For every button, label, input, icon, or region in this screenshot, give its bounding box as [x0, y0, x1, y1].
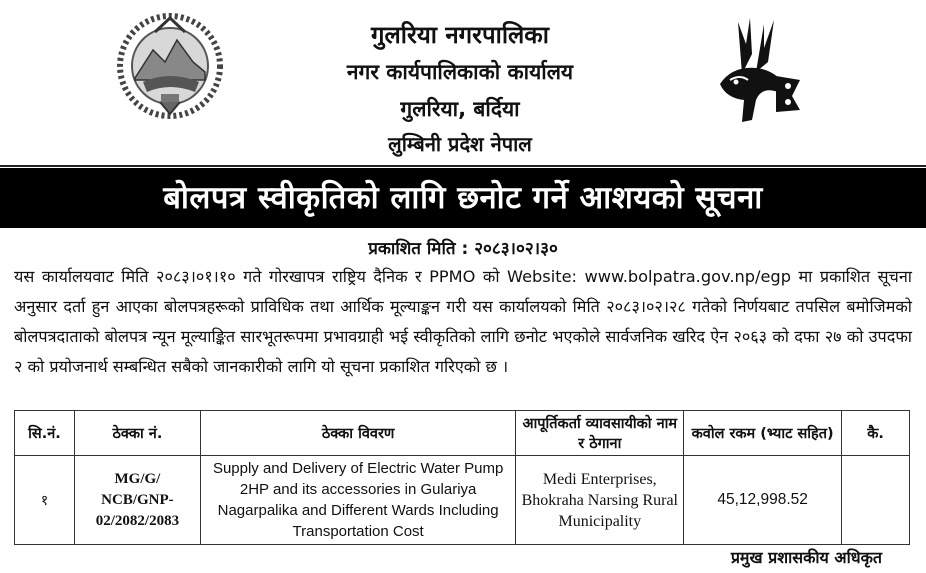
col-header-supplier: आपूर्तिकर्ता व्यावसायीको नाम र ठेगाना [516, 411, 684, 456]
tender-table [14, 410, 910, 545]
signatory-title: प्रमुख प्रशासकीय अधिकृत [730, 548, 882, 567]
publication-date: प्रकाशित मिति : २०८३।०२।३० [368, 239, 558, 259]
col-header-contract-no: ठेक्का नं. [74, 411, 200, 456]
notice-title: बोलपत्र स्वीकृतिको लागि छनोट गर्ने आशयको सूचना [0, 168, 926, 228]
letterhead [0, 0, 926, 167]
blackbuck-municipality-logo-icon [712, 14, 804, 126]
province-country: लुम्बिनी प्रदेश नेपाल [388, 132, 532, 156]
cell-remarks [842, 456, 910, 545]
nepal-government-emblem-icon [115, 10, 225, 122]
cell-serial: १ [15, 456, 75, 545]
cell-contract-no: MG/G/ NCB/GNP- 02/2082/2083 [74, 456, 200, 545]
office-location: गुलरिया, बर्दिया [400, 97, 520, 121]
municipality-name: गुलरिया नगरपालिका [371, 21, 549, 49]
col-header-remarks: कै. [842, 411, 910, 456]
table-header-row [15, 411, 910, 456]
col-header-description: ठेक्का विवरण [200, 411, 516, 456]
table-row [15, 456, 910, 545]
cell-description: Supply and Delivery of Electric Water Pump 2HP and its accessories in Gulariya Nagarpalika and Different Wards Including Transportation Cost [200, 456, 516, 545]
notice-body: यस कार्यालयवाट मिति २०८३।०१।१० गते गोरखापत्र राष्ट्रिय दैनिक र PPMO को Website: www.bolpatra.gov.np/egp मा प्रकाशित सूचना अनुसार दर्ता हुन आएका बोलपत्रहरूको प्राविधिक तथा आर्थिक मूल्याङ्कन गरी यस कार्यालयको मिति २०८३।०२।२८ गतेको निर्णयबाट तपसिल बमोजिमको बोलपत्रदाताको बोलपत्र न्यून मूल्याङ्कित सारभूतरूपमा प्रभावग्राही भई स्वीकृतिको लागि छनोट भएकोले सार्वजनिक खरिद ऐन २०६३ को दफा २७ को उपदफा २ को प्रयोजनार्थ सम्बन्धित सबैको जानकारीको लागि यो सूचना प्रकाशित गरिएको छ । [14, 267, 912, 376]
col-header-bid-amount: कवोल रकम (भ्याट सहित) [684, 411, 842, 456]
cell-bid-amount: 45,12,998.52 [684, 456, 842, 545]
cell-supplier: Medi Enterprises, Bhokraha Narsing Rural Municipality [516, 456, 684, 545]
office-name: नगर कार्यपालिकाको कार्यालय [346, 60, 574, 84]
col-header-serial: सि.नं. [15, 411, 75, 456]
